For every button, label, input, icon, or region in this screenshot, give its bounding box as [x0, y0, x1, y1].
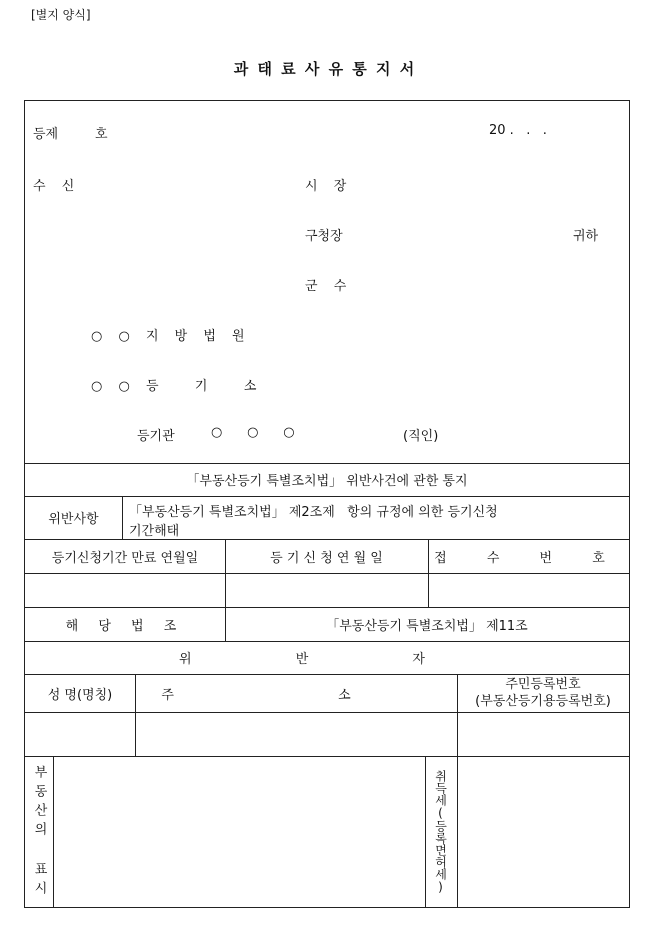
law-label: 해 당 법 조 — [65, 618, 185, 634]
page-title: 과 태 료 사 유 통 지 서 — [233, 60, 417, 78]
seal-label: (직인) — [403, 429, 439, 444]
ho-label: 호 — [95, 127, 108, 142]
law-value: 「부동산등기 특별조치법」 제11조 — [326, 618, 528, 634]
registrar-name: ○ ○ ○ — [211, 425, 295, 440]
violation-text-line2: 기간해태 — [129, 524, 180, 539]
address-label: 주 소 — [161, 687, 431, 703]
id-number-label — [457, 674, 629, 712]
violation-label: 위반사항 — [48, 512, 99, 527]
registry-name: ○ ○ 등 기 소 — [91, 379, 263, 394]
notice-form — [24, 100, 630, 908]
violation-text-line1: 「부동산등기 특별조치법」 제2조제 항의 규정에 의한 등기신청 — [129, 505, 498, 520]
reg-label: 등제 — [33, 127, 59, 142]
id-label-line1: 주민등록번호 — [505, 677, 581, 692]
date-field: 20 . . . — [489, 123, 547, 138]
court-name: ○ ○ 지 방 법 원 — [91, 329, 251, 344]
property-label — [25, 761, 53, 903]
recipient-label: 수 신 — [33, 179, 81, 194]
tax-label-text: 취득세(등록면허세) — [433, 770, 448, 894]
name-label: 성 명(명칭) — [47, 687, 113, 703]
violator-header: 위 반 자 — [179, 652, 475, 667]
expiry-date-header: 등기신청기간 만료 연월일 — [51, 550, 199, 566]
application-date-header: 등 기 신 청 연 월 일 — [270, 550, 383, 566]
mayor-label: 시 장 — [305, 179, 353, 194]
tax-label — [425, 761, 457, 903]
receipt-number-header: 접 수 번 호 — [434, 550, 623, 566]
property-label-text: 부동산의 표시 — [31, 764, 47, 900]
attachment-label: [별지 양식] — [31, 8, 91, 22]
id-label-line2: (부동산등기용등록번호) — [475, 694, 611, 709]
registrar-label: 등기관 — [137, 429, 175, 444]
notice-title: 「부동산등기 특별조치법」 위반사건에 관한 통지 — [186, 474, 468, 489]
honorific-label: 귀하 — [573, 229, 599, 244]
county-head-label: 군 수 — [305, 279, 353, 294]
district-head-label: 구청장 — [305, 229, 343, 244]
